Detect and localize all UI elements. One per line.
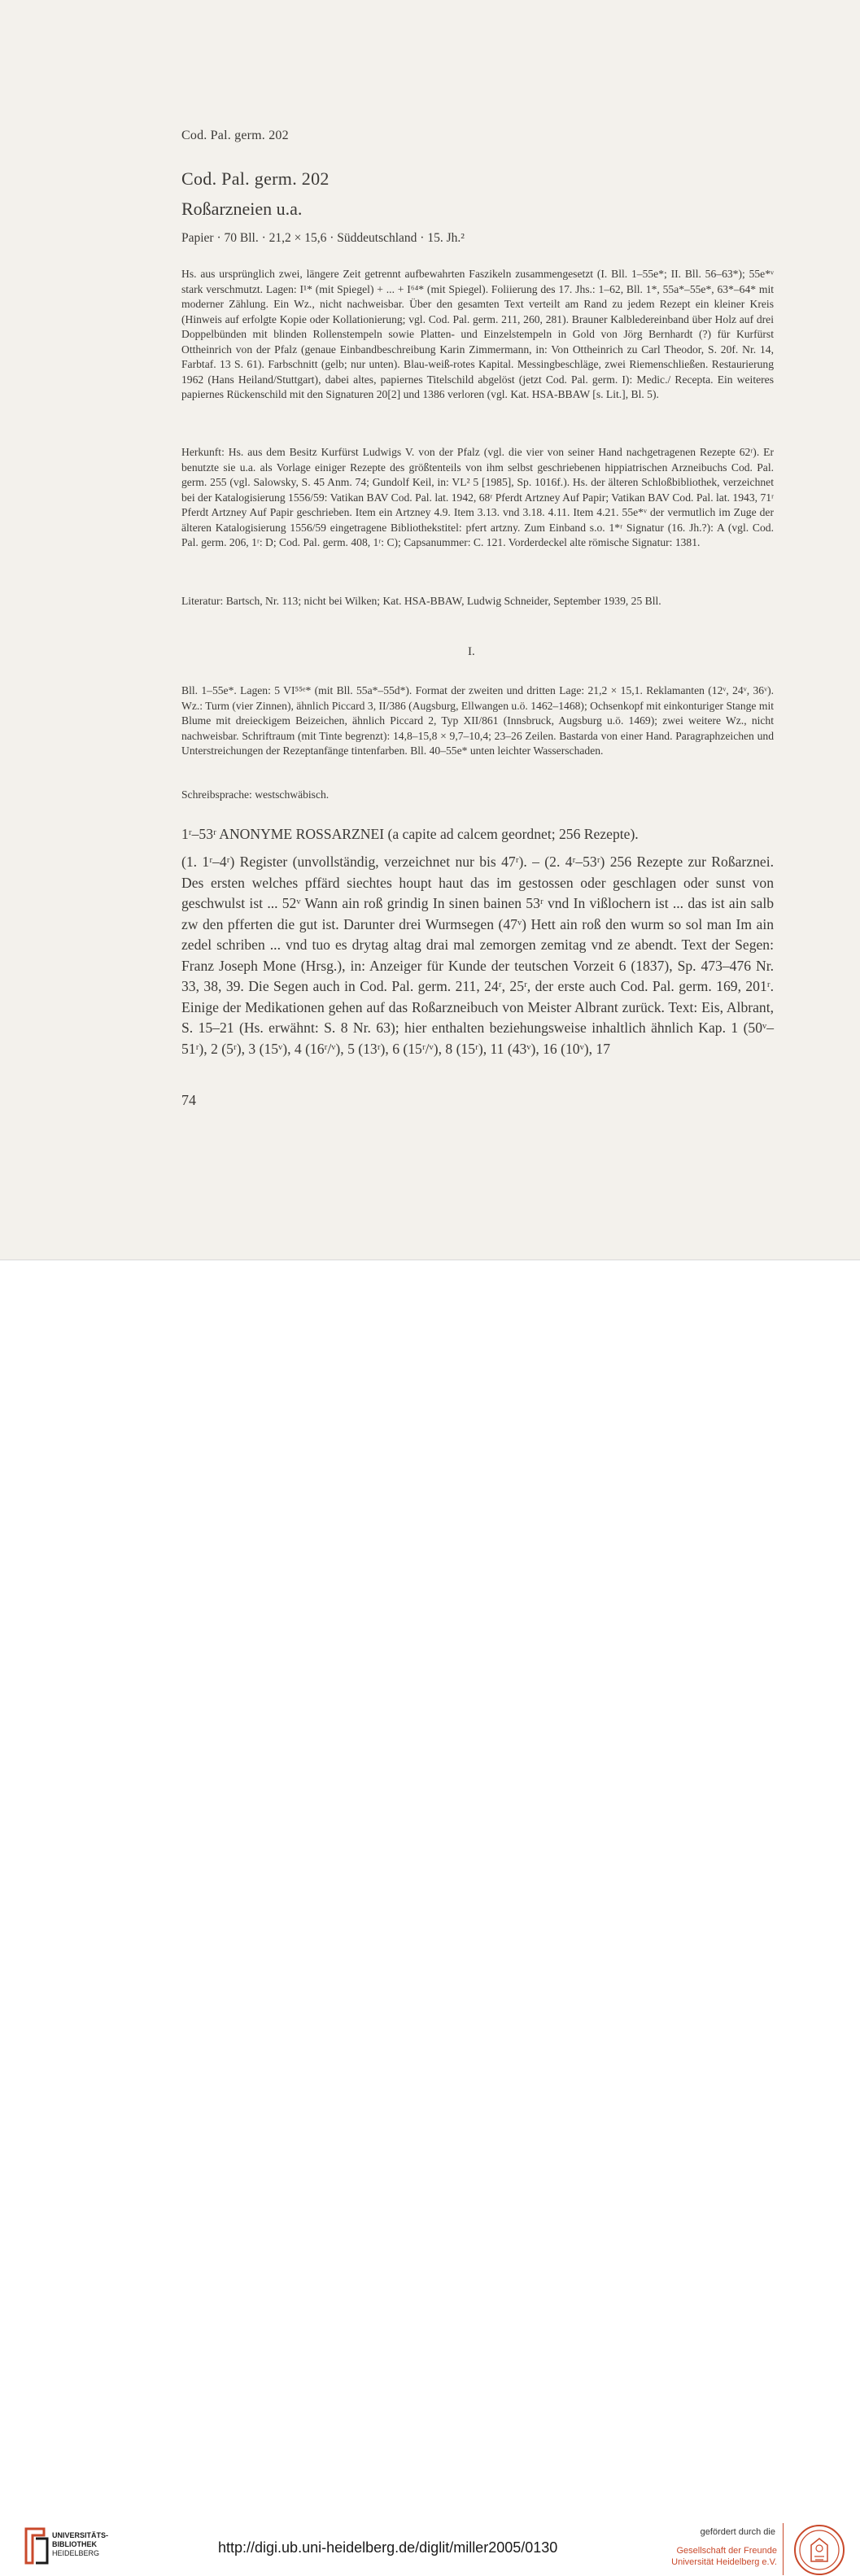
library-logo-icon (23, 2527, 49, 2565)
library-name-line3: HEIDELBERG (52, 2549, 100, 2557)
footer-divider (783, 2523, 784, 2575)
section-number: I. (468, 645, 475, 658)
running-head: Cod. Pal. germ. 202 (181, 129, 289, 142)
page-subtitle: Roßarzneien u.a. (181, 199, 303, 219)
literature-paragraph: Literatur: Bartsch, Nr. 113; nicht bei Wilken; Kat. HSA-BBAW, Ludwig Schneider, September 1939, 25 Bll. (181, 595, 661, 607)
material-line: Papier · 70 Bll. · 21,2 × 15,6 · Süddeutschland · 15. Jh.² (181, 231, 465, 245)
scanned-page (0, 0, 860, 1260)
society-name-line1: Gesellschaft der Freunde (676, 2546, 777, 2556)
provenance-paragraph: Herkunft: Hs. aus dem Besitz Kurfürst Ludwigs V. von der Pfalz (vgl. die vier von seiner Hand nachgetragenen Rezepte 62ʳ). Er benutzte sie u.a. als Vorlage einiger Rezepte des größtenteils von ihm selbst geschriebenen hippiatrischen Arzneibuchs Cod. Pal. germ. 255 (vgl. Salowsky, S. 45 Anm. 74; Gundolf Keil, in: VL² 5 [1985], Sp. 1016f.). Hs. der älteren Schloßbibliothek, verzeichnet bei der Katalogisierung 1556/59: Vatikan BAV Cod. Pal. lat. 1942, 68ʳ Pferdt Artzney Auf Papir; Vatikan BAV Cod. Pal. lat. 1943, 71ʳ Pferdt Artzney Auf Papir geschrieben. Item ein Artzney 4.9. Item 3.13. vnd 3.18. 4.11. Item 4.21. 55e*ᵛ der vermutlich im Zuge der älteren Katalogisierung 1556/59 eingetragene Bibliothekstitel: pfert artzny. Zum Einband s.o. 1*ʳ Signatur (16. Jh.?): A (vgl. Cod. Pal. germ. 206, 1ʳ: D; Cod. Pal. germ. 408, 1ʳ: C); Capsanummer: C. 121. Vorderdeckel alte römische Signatur: 1381. (181, 446, 774, 548)
page-number: 74 (181, 1092, 196, 1108)
society-name-line2: Universität Heidelberg e.V. (671, 2557, 777, 2567)
language-paragraph: Schreibsprache: westschwäbisch. (181, 788, 330, 801)
funded-by-label: gefördert durch die (700, 2527, 775, 2537)
digital-library-link[interactable]: http://digi.ub.uni-heidelberg.de/diglit/miller2005/0130 (218, 2539, 558, 2556)
content-paragraph: (1. 1ʳ–4ʳ) Register (unvollständig, verzeichnet nur bis 47ʳ). – (2. 4ʳ–53ʳ) 256 Rezepte zur Roßarznei. Des ersten welches pffärd siechtes houpt haut das im gestossen oder geschlagen oder sunst von geschwulst ist ... 52ᵛ Wann ain roß grindig In sinen bainen 53ʳ vnd In vißlochern ist ... das ist ain salb zw den pfferten die gut ist. Darunter drei Wurmsegen (47ᵛ) Hett ain roß den wurm so sol man Im ain zedel schriben ... vnd tuo es drytag altag drai mal zemorgen zemitag vnd ze abendt. Text der Segen: Franz Joseph Mone (Hrsg.), in: Anzeiger für Kunde der teutschen Vorzeit 6 (1837), Sp. 473–476 Nr. 33, 38, 39. Die Segen auch in Cod. Pal. germ. 211, 24ʳ, 25ʳ, der erste auch Cod. Pal. germ. 169, 201ʳ. Einige der Medikationen gehen auf das Roßarzneibuch von Meister Albrant zurück. Text: Eis, Albrant, S. 15–21 (Hs. erwähnt: S. 8 Nr. 63); hier enthalten beziehungsweise inhaltlich ähnlich Kap. 1 (50ᵛ–51ʳ), 2 (5ʳ), 3 (15ᵛ), 4 (16ʳ/ᵛ), 5 (13ʳ), 6 (15ʳ/ᵛ), 8 (15ʳ), 11 (43ᵛ), 16 (10ᵛ), 17 (181, 854, 774, 1057)
university-seal-icon (793, 2524, 845, 2576)
content-heading: 1ʳ–53ʳ ANONYME ROSSARZNEI (a capite ad calcem geordnet; 256 Rezepte). (181, 826, 639, 842)
section-paragraph: Bll. 1–55e*. Lagen: 5 VI⁵⁵ᵉ* (mit Bll. 55a*–55d*). Format der zweiten und dritten Lage: 21,2 × 15,1. Reklamanten (12ᵛ, 24ᵛ, 36ᵛ). Wz.: Turm (vier Zinnen), ähnlich Piccard 3, II/386 (Augsburg, Ellwangen u.ö. 1462–1468); Ochsenkopf mit einkonturiger Stange mit Blume mit dreieckigem Beizeichen, ähnlich Piccard 2, Typ XII/861 (Innsbruck, Augsburg u.ö. 1469); zwei weitere Wz., nicht nachweisbar. Schriftraum (mit Tinte begrenzt): 14,8–15,8 × 9,7–10,4; 23–26 Zeilen. Bastarda von einer Hand. Paragraphzeichen und Unterstreichungen der Rezeptanfänge tintenfarben. Bll. 40–55e* unten leichter Wasserschaden. (181, 684, 774, 757)
footer-bar (0, 1260, 860, 2567)
society-name (647, 2545, 777, 2568)
library-name-line1: UNIVERSITÄTS- (52, 2531, 109, 2539)
page-title: Cod. Pal. germ. 202 (181, 168, 330, 189)
library-name-line2: BIBLIOTHEK (52, 2540, 97, 2548)
description-paragraph: Hs. aus ursprünglich zwei, längere Zeit getrennt aufbewahrten Faszikeln zusammengesetzt (I. Bll. 1–55e*; II. Bll. 56–63*); 55e*ᵛ stark verschmutzt. Lagen: I¹* (mit Spiegel) + ... + I⁶⁴* (mit Spiegel). Foliierung des 17. Jhs.: 1–62, Bll. 1*, 55a*–55e*, 63*–64* mit moderner Zählung. Ein Wz., nicht nachweisbar. Über den gesamten Text verteilt am Rand zu jedem Rezept ein kleiner Kreis (Hinweis auf erfolgte Kopie oder Kollationierung; vgl. Cod. Pal. germ. 211, 260, 281). Brauner Kalbledereinband über Holz auf drei Doppelbünden mit blinden Rollenstempeln sowie Platten- und Einzelstempeln in Gold von Jörg Bernhardt (?) für Kurfürst Ottheinrich von der Pfalz (genaue Einbandbeschreibung Karin Zimmermann, in: Von Ottheinrich zu Carl Theodor, S. 20f. Nr. 14, Farbtaf. 13 S. 61). Farbschnitt (gelb; nur unten). Blau-weiß-rotes Kapital. Messingbeschläge, zwei Riemenschließen. Restaurierung 1962 (Hans Heiland/Stuttgart), dabei altes, papiernes Titelschild abgelöst (jetzt Cod. Pal. germ. I): Medic./ Recepta. Ein weiteres papiernes Rückenschild mit den Signaturen 20[2] und 1386 verloren (vgl. Kat. HSA-BBAW [s. Lit.], Bl. 5). (181, 268, 774, 400)
library-name (52, 2531, 108, 2558)
